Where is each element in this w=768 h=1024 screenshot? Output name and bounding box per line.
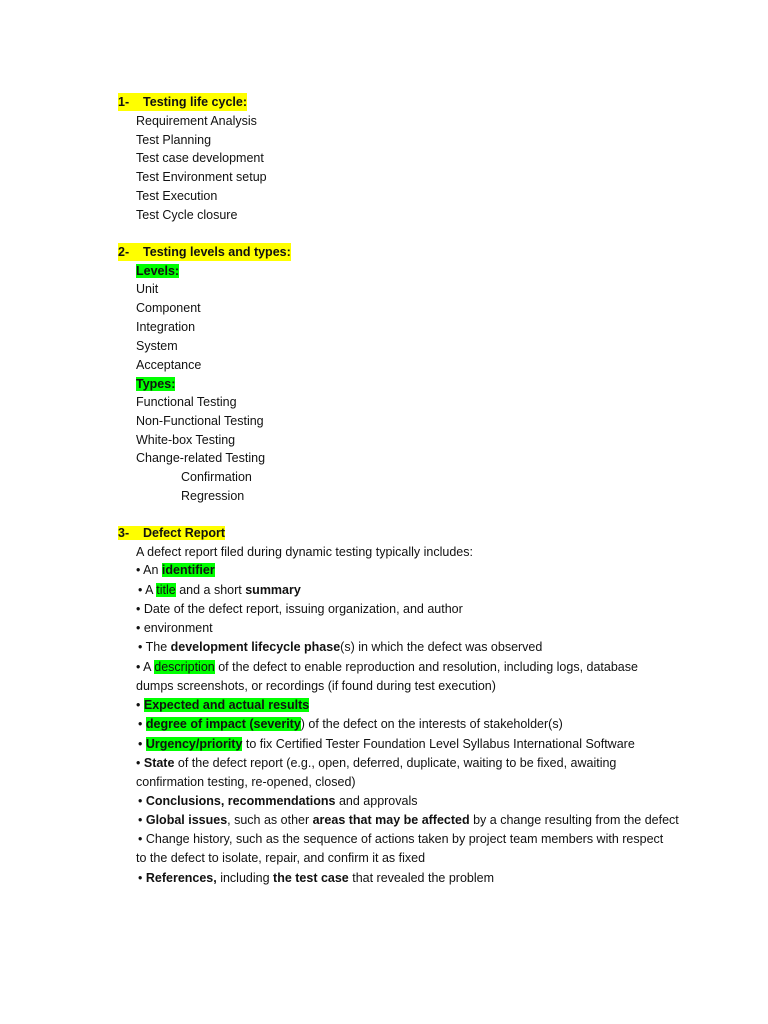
levels-label: Levels: — [136, 264, 180, 278]
section-3-number: 3- — [118, 526, 130, 540]
section-3-intro: A defect report filed during dynamic testing typically includes: — [136, 545, 473, 559]
bullet-description-cont: dumps screenshots, or recordings (if found during test execution) — [136, 679, 496, 693]
list-item: Change-related Testing — [136, 451, 266, 465]
list-item: System — [136, 339, 178, 353]
section-1-number: 1- — [118, 95, 130, 109]
bullet-priority: • Urgency/priority to fix Certified Tester Foundation Level Syllabus International Software — [138, 737, 635, 751]
bullet-environment: • environment — [136, 621, 213, 635]
section-2-title: Testing levels and types: — [143, 245, 291, 259]
list-item: Acceptance — [136, 358, 202, 372]
list-item: Component — [136, 301, 201, 315]
bullet-identifier: • An identifier — [136, 563, 215, 577]
bullet-state-cont: confirmation testing, re-opened, closed) — [136, 775, 356, 789]
section-1-heading — [118, 93, 247, 111]
list-item: Integration — [136, 320, 196, 334]
bullet-title: • A title and a short summary — [138, 583, 301, 597]
bullet-change-history: • Change history, such as the sequence of actions taken by project team members with respect — [138, 832, 664, 846]
list-item: Functional Testing — [136, 395, 237, 409]
section-3-heading — [118, 524, 225, 542]
bullet-global-issues: • Global issues, such as other areas that may be affected by a change resulting from the defect — [138, 813, 679, 827]
bullet-lifecycle-phase: • The development lifecycle phase(s) in which the defect was observed — [138, 640, 543, 654]
sub-list-item: Confirmation — [181, 470, 252, 484]
section-2-heading — [118, 243, 291, 261]
list-item: White-box Testing — [136, 433, 236, 447]
sub-list-item: Regression — [181, 489, 245, 503]
list-item: Test Environment setup — [136, 170, 267, 184]
bullet-expected-actual: • Expected and actual results — [136, 698, 310, 712]
bullet-references: • References, including the test case that revealed the problem — [138, 871, 494, 885]
bullet-state: • State of the defect report (e.g., open, deferred, duplicate, waiting to be fixed, awaiting — [136, 756, 617, 770]
types-label: Types: — [136, 377, 176, 391]
list-item: Non-Functional Testing — [136, 414, 264, 428]
bullet-severity: • degree of impact (severity) of the defect on the interests of stakeholder(s) — [138, 717, 563, 731]
list-item: Test case development — [136, 151, 264, 165]
section-2-number: 2- — [118, 245, 130, 259]
bullet-change-history-cont: to the defect to isolate, repair, and confirm it as fixed — [136, 851, 426, 865]
list-item: Test Planning — [136, 133, 212, 147]
list-item: Unit — [136, 282, 159, 296]
section-3-title: Defect Report — [143, 526, 225, 540]
bullet-description: • A description of the defect to enable reproduction and resolution, including logs, database — [136, 660, 638, 674]
list-item: Requirement Analysis — [136, 114, 257, 128]
list-item: Test Cycle closure — [136, 208, 238, 222]
bullet-conclusions: • Conclusions, recommendations and approvals — [138, 794, 418, 808]
list-item: Test Execution — [136, 189, 218, 203]
bullet-date: • Date of the defect report, issuing organization, and author — [136, 602, 463, 616]
section-1-title: Testing life cycle: — [143, 95, 247, 109]
